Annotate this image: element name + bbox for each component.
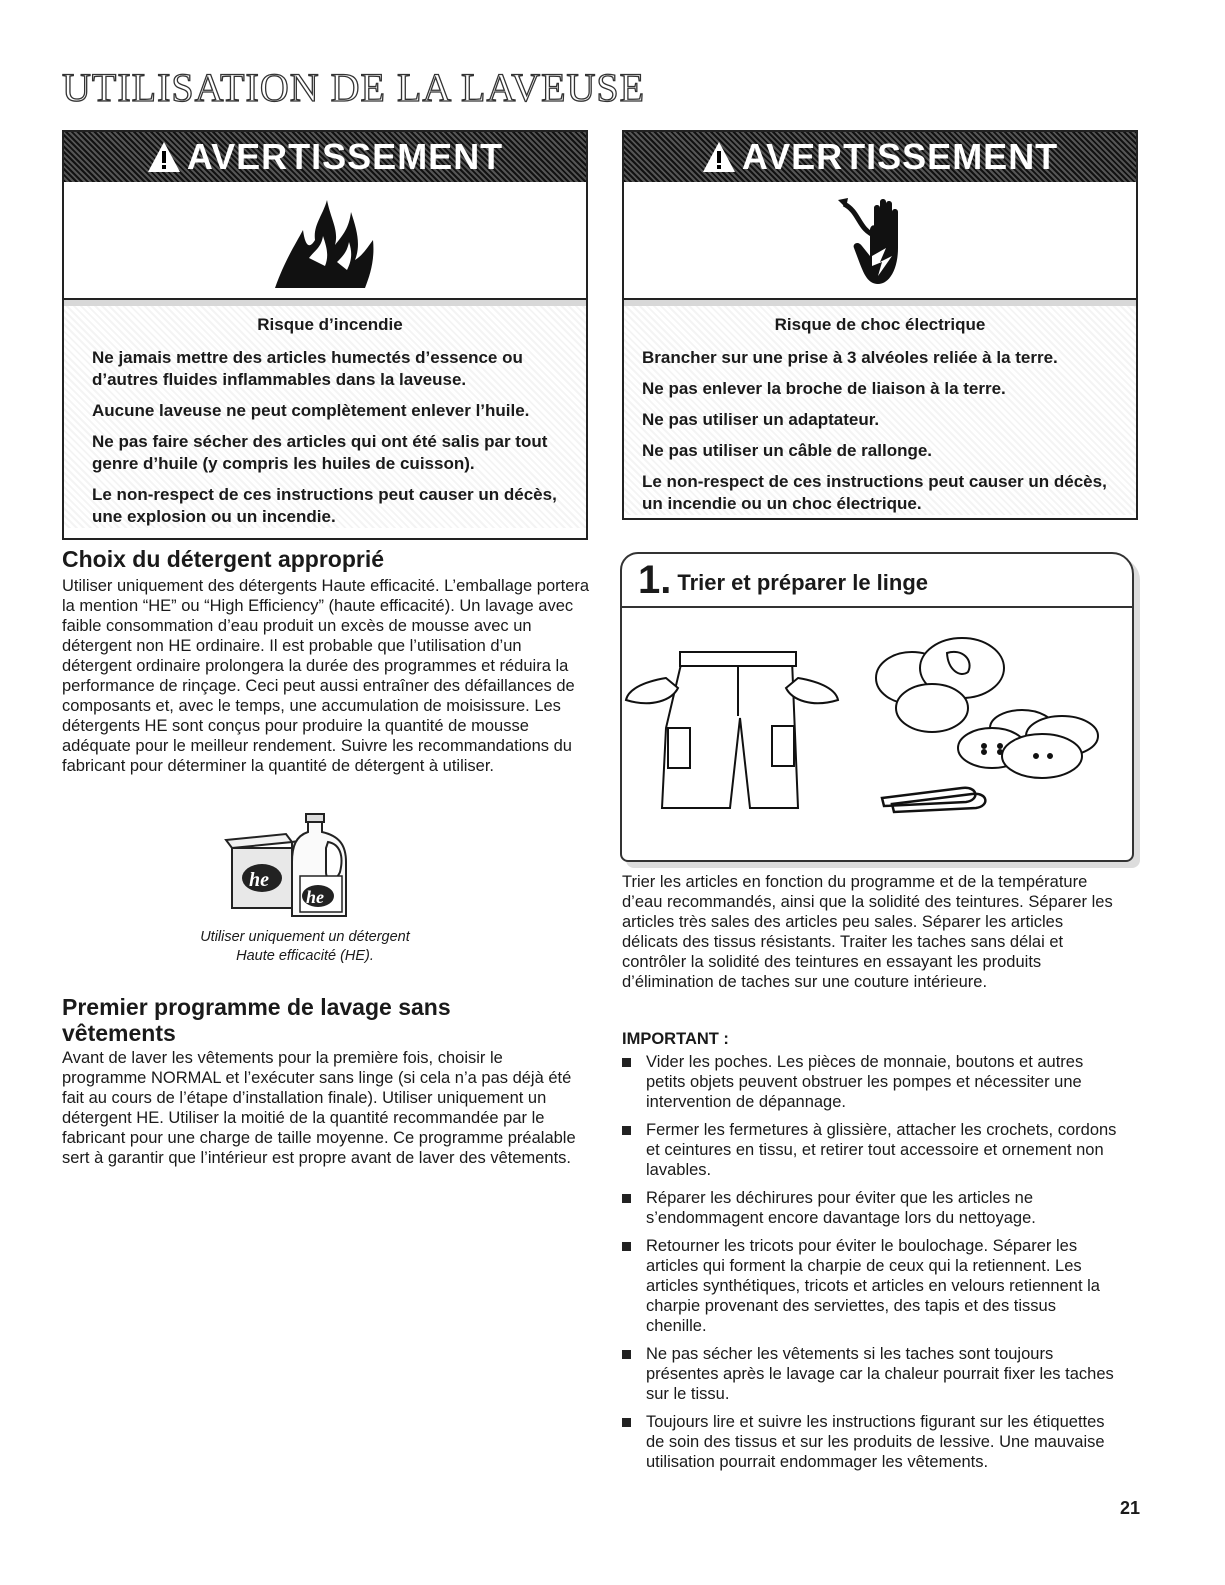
bullet-square-icon <box>622 1350 631 1359</box>
page-title: UTILISATION DE LA LAVEUSE <box>62 65 646 110</box>
shock-warning-line: Ne pas utiliser un adaptateur. <box>642 410 880 429</box>
fire-warning-box <box>62 130 588 540</box>
pants-illustration <box>626 652 838 808</box>
step-1-header <box>622 554 1132 608</box>
he-logo-text-bottle: he <box>306 887 324 907</box>
warning-header <box>624 132 1136 182</box>
detergent-caption: Utiliser uniquement un détergent Haute efficacité (HE). <box>200 929 410 964</box>
first-cycle-paragraph: Avant de laver les vêtements pour la première fois, choisir le programme NORMAL et l’exécuter sans linge (si cela n’a pas déjà été fait au cours de l’étape d’installation finale). Utiliser uniquement un détergent HE. Utiliser la moitié de la quantité recommandée par le fabricant pour une charge de taille moyenne. Ce programme préalable sert à garantir que l’intérieur est propre avant de laver des vêtements. <box>62 1049 576 1167</box>
coins-illustration <box>876 638 1004 732</box>
step-1-box <box>620 552 1134 862</box>
list-item: Retourner les tricots pour éviter le boulochage. Séparer les articles qui forment la charpie de ceux qui la retiennent. Les articles synthétiques, tricots et articles en velours retiennent la charpie provenant des serviettes, des tapis et des tissus chenille. <box>620 1236 1120 1336</box>
bullet-square-icon <box>622 1418 631 1427</box>
shock-warning-line: Ne pas utiliser un câble de rallonge. <box>642 441 933 460</box>
step-1-paragraph: Trier les articles en fonction du programme et de la température d’eau recommandés, ainsi que la solidité des teintures. Séparer les articles très sales des articles peu sales. Séparer les articles délicats des tissus résistants. Traiter les taches sans délai et contrôler la solidité des teintures en essayant les produits d’élimination de taches sur une couture intérieure. <box>622 873 1113 991</box>
list-item: Fermer les fermetures à glissière, attacher les crochets, cordons et ceintures en tissu, et retirer tout accessoire et ornement non lavables. <box>620 1120 1120 1180</box>
warning-triangle-icon <box>702 140 736 174</box>
fire-warning-body <box>64 300 586 528</box>
fire-warning-line: Le non-respect de ces instructions peut causer un décès, une explosion ou un incendie. <box>92 485 557 526</box>
important-label: IMPORTANT : <box>622 1030 729 1048</box>
shock-warning-line: Brancher sur une prise à 3 alvéoles reliée à la terre. <box>642 348 1058 367</box>
he-detergent-illustration <box>222 812 372 924</box>
bullet-square-icon <box>622 1242 631 1251</box>
list-item: Vider les poches. Les pièces de monnaie, boutons et autres petits objets peuvent obstruer les pompes et nécessiter une intervention de dépannage. <box>620 1052 1120 1112</box>
shock-warning-line: Le non-respect de ces instructions peut causer un décès, un incendie ou un choc électrique. <box>642 472 1107 513</box>
bullet-square-icon <box>622 1058 631 1067</box>
fire-risk-title: Risque d’incendie <box>257 315 403 334</box>
list-item: Toujours lire et suivre les instructions figurant sur les étiquettes de soin des tissus et sur les produits de lessive. Une mauvaise utilisation pourrait endommager les vêtements. <box>620 1412 1120 1472</box>
warning-triangle-icon <box>147 140 181 174</box>
laundry-prep-illustration <box>622 608 1132 858</box>
fire-warning-line: Ne pas faire sécher des articles qui ont été salis par tout genre d’huile (y compris les huiles de cuisson). <box>92 432 548 473</box>
bullet-square-icon <box>622 1126 631 1135</box>
detergent-paragraph: Utiliser uniquement des détergents Haute efficacité. L’emballage portera la mention “HE” ou “High Efficiency” (haute efficacité). Un lavage avec faible consommation d’eau produit un excès de mousse avec un détergent non HE ordinaire. Il est probable que l’utilisation d’un détergent ordinaire prolongera la durée des programmes et réduira la performance de rinçage. Ceci peut aussi entraîner des défaillances de composants et, avec le temps, une accumulation de moisissure. Les détergents HE sont conçus pour produire la quantité de mousse adéquate pour le meilleur rendement. Suivre les recommandations du fabricant pour déterminer la quantité de détergent à utiliser. <box>62 577 590 775</box>
list-item: Réparer les déchirures pour éviter que les articles ne s’endommagent encore davantage lors du nettoyage. <box>620 1188 1120 1228</box>
fire-warning-line: Aucune laveuse ne peut complètement enlever l’huile. <box>92 401 530 420</box>
important-bullet-list <box>620 1052 1120 1480</box>
shock-warning-box <box>622 130 1138 520</box>
fire-icon <box>64 182 586 300</box>
bullet-square-icon <box>622 1194 631 1203</box>
warning-header <box>64 132 586 182</box>
page-number: 21 <box>1120 1498 1141 1518</box>
shock-warning-body <box>624 300 1136 515</box>
step-number: 1. <box>638 557 672 602</box>
he-logo-text-box: he <box>249 869 269 891</box>
safety-pins-illustration <box>882 788 985 812</box>
shock-warning-line: Ne pas enlever la broche de liaison à la terre. <box>642 379 1006 398</box>
warning-header-label: AVERTISSEMENT <box>741 136 1059 177</box>
step-title: Trier et préparer le linge <box>677 570 929 595</box>
first-cycle-heading: Premier programme de lavage sans vêtements <box>62 994 451 1046</box>
warning-header-label: AVERTISSEMENT <box>186 136 504 177</box>
detergent-heading: Choix du détergent approprié <box>62 546 385 572</box>
buttons-illustration <box>958 710 1098 778</box>
shock-risk-title: Risque de choc électrique <box>774 315 986 334</box>
list-item: Ne pas sécher les vêtements si les taches sont toujours présentes après le lavage car la chaleur pourrait fixer les taches sur le tissu. <box>620 1344 1120 1404</box>
fire-warning-line: Ne jamais mettre des articles humectés d’essence ou d’autres fluides inflammables dans la laveuse. <box>92 348 523 389</box>
electric-shock-hand-icon <box>624 182 1136 300</box>
